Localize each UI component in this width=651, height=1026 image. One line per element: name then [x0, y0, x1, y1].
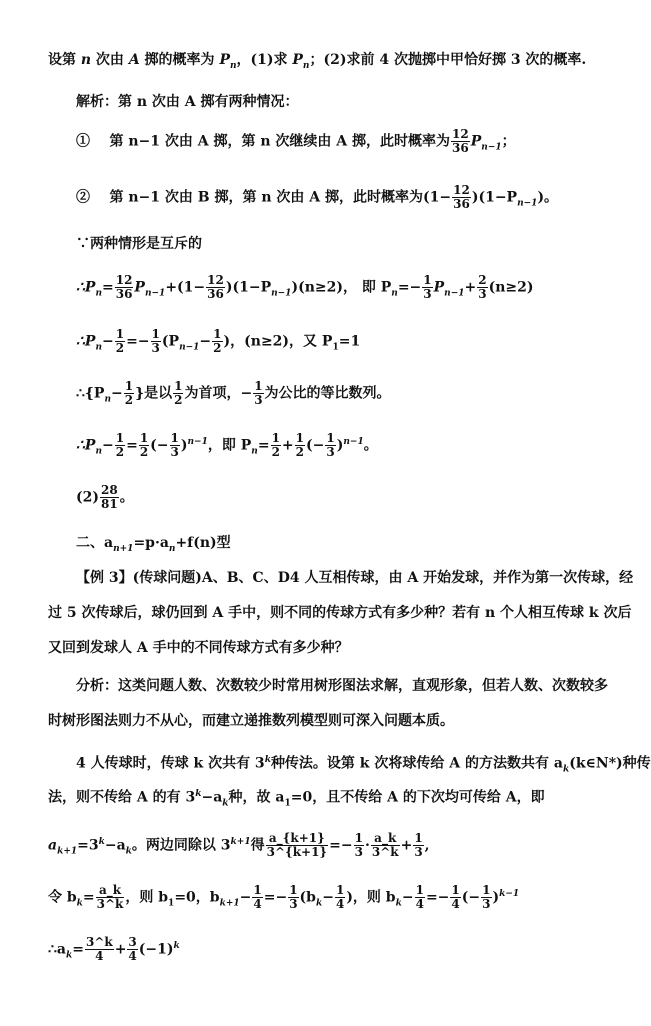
shifted-recurrence-line: [76, 328, 360, 357]
subscript: n−1: [179, 342, 200, 353]
fraction: $\frac{1}{2}$: [115, 327, 125, 355]
fraction: $\frac{1}{4}$: [451, 883, 460, 912]
text: P: [134, 279, 145, 296]
text: 法，则不传给 A 的有 3: [48, 789, 196, 806]
subscript: 1: [332, 342, 339, 353]
text: =: [126, 437, 138, 454]
text: =−: [263, 889, 288, 906]
text: n: [80, 52, 92, 68]
text: (−: [306, 437, 325, 454]
text: 掷的概率为: [139, 52, 220, 68]
fraction: $\frac{1}{3}$: [289, 883, 298, 912]
text: ，则 b: [125, 889, 169, 906]
fraction: $\frac{1}{3}$: [151, 327, 160, 355]
text: (k∈N*)种传: [569, 755, 651, 772]
fraction: $\frac{28}{81}$: [101, 483, 118, 511]
text: P: [292, 52, 303, 68]
text: 4 人传球时，传球 k 次共有 3: [76, 755, 265, 772]
text: =0，且不传给 A 的下次均可传给 A，即: [290, 789, 545, 806]
text: ，(1)求: [236, 52, 293, 68]
fraction: $\frac{1}{3}$: [423, 273, 432, 301]
text: 二、a: [76, 535, 114, 551]
subscript: 1: [284, 798, 291, 809]
subscript: n: [95, 342, 102, 353]
text: P: [219, 52, 230, 68]
text: +(1−: [165, 279, 206, 296]
text: =: [101, 279, 114, 296]
text: +: [281, 437, 294, 454]
subscript: n: [95, 446, 102, 457]
text: )(1−P: [225, 279, 272, 296]
fraction: $\frac{3\^{}k}{4}$: [85, 935, 113, 964]
fraction: $\frac{1}{2}$: [124, 379, 134, 407]
mutually-exclusive-line: [76, 234, 202, 254]
fraction: $\frac{12}{36}$: [115, 273, 133, 301]
fraction: $\frac{12}{36}$: [452, 127, 469, 155]
text: P: [470, 133, 482, 150]
problem-statement-line: [48, 50, 586, 76]
text: =−: [329, 837, 353, 854]
text: ；(2)求前 4 次抛掷中甲恰好掷 3 次的概率.: [309, 52, 587, 68]
fraction: $\frac{1}{4}$: [253, 883, 262, 912]
text: }是以: [135, 385, 173, 402]
subscript: n−1: [144, 288, 166, 299]
text: ): [492, 889, 500, 906]
text: −a: [104, 837, 126, 854]
text: )(n≥2)， 即 P: [291, 279, 392, 296]
text: ): [336, 437, 344, 454]
superscript: k: [173, 941, 180, 951]
fraction: $\frac{1}{2}$: [213, 327, 222, 355]
text: ): [180, 437, 188, 454]
closed-form-line: [76, 432, 378, 461]
text: (−1): [138, 941, 174, 958]
example-line: [48, 603, 631, 623]
superscript: k: [264, 755, 271, 765]
subscript: k: [222, 798, 229, 809]
text: 。: [119, 489, 134, 506]
text: 时树形图法则力不从心，而建立递推数列模型则可深入问题本质。: [48, 713, 454, 729]
text: 过 5 次传球后，球仍回到 A 手中，则不同的传球方式有多少种？若有 n 个人相互传球 k 次后: [48, 605, 632, 621]
text: 。: [363, 437, 378, 454]
text: (−: [461, 889, 481, 906]
text: 种，故 a: [228, 789, 285, 806]
subscript: n−1: [444, 288, 465, 299]
text: −: [322, 889, 334, 906]
solution-line: [76, 750, 651, 779]
text: 分析：这类问题人数、次数较少时常用树形图法求解，直观形象，但若人数、次数较多: [76, 678, 608, 694]
superscript: k+1: [230, 837, 251, 847]
text: −: [101, 333, 114, 350]
fraction: $\frac{1}{3}$: [354, 831, 363, 860]
text: ∴P: [76, 437, 96, 454]
superscript: k: [195, 789, 202, 799]
text: =−: [397, 279, 422, 296]
fraction: $\frac{1}{3}$: [170, 431, 179, 460]
solution-line: [48, 884, 519, 913]
text: (n≥2): [488, 279, 534, 296]
fraction: $\frac{2}{3}$: [478, 273, 487, 301]
text: ，即 P: [207, 437, 252, 454]
fraction: $\frac{1}{2}$: [174, 379, 183, 407]
subscript: n: [95, 288, 102, 299]
text: ∴a: [48, 941, 66, 958]
text: 又回到发球人 A 手中的不同传球方式有多少种？: [48, 640, 349, 656]
fraction: $\frac{1}{3}$: [482, 883, 491, 912]
case-one-line: [76, 128, 516, 157]
subscript: n: [251, 446, 258, 457]
text: ∴{P: [76, 385, 105, 402]
subscript: n−1: [271, 288, 292, 299]
text: 设第: [48, 52, 81, 68]
subscript: n: [104, 394, 111, 405]
text: P: [433, 279, 445, 296]
fraction: $\frac{1}{2}$: [271, 431, 280, 460]
subscript: k: [315, 898, 323, 909]
section-heading: [76, 533, 231, 559]
fraction: $\frac{1}{2}$: [295, 431, 305, 460]
superscript: k: [98, 837, 105, 847]
text: −a: [201, 789, 223, 806]
text: ,: [424, 837, 430, 854]
text: −: [101, 437, 114, 454]
case-two-line: [76, 184, 558, 213]
fraction: $\frac{1}{2}$: [139, 431, 149, 460]
fraction: $\frac{12}{36}$: [207, 273, 224, 301]
subscript: 1: [168, 898, 175, 909]
text: −: [239, 889, 252, 906]
fraction: $\frac{1}{4}$: [335, 883, 345, 912]
fraction: $\frac{1}{2}$: [115, 431, 125, 460]
circled-number: ②: [76, 189, 90, 206]
subscript: n−1: [517, 198, 538, 209]
subscript: k: [65, 950, 73, 961]
analysis-heading: [76, 92, 299, 112]
text: 。两边同除以 3: [131, 837, 231, 854]
subscript: n+1: [113, 543, 134, 554]
subscript: n: [391, 288, 398, 299]
subscript: n−1: [481, 142, 502, 153]
text: ；: [501, 133, 516, 150]
text: +: [464, 279, 477, 296]
superscript: n−1: [343, 437, 364, 447]
text: 种传法。设第 k 次将球传给 A 的方法数共有 a: [270, 755, 563, 772]
fraction: $\frac{1}{3}$: [326, 431, 335, 460]
text: =3: [77, 837, 99, 854]
text: )。: [537, 189, 559, 206]
subscript: k+1: [57, 846, 78, 857]
text: =−: [126, 333, 150, 350]
subscript: k: [395, 898, 402, 909]
text: 第 n−1 次由 A 掷，第 n 次继续由 A 掷，此时概率为: [109, 133, 451, 150]
text: 为公比的等比数列。: [264, 385, 391, 402]
text: =0，b: [174, 889, 220, 906]
circled-number: ①: [76, 133, 90, 150]
text: 次由: [91, 52, 129, 68]
geometric-sequence-line: [76, 380, 391, 409]
recurrence-line: [76, 274, 534, 303]
fraction: $\frac{1}{4}$: [415, 883, 424, 912]
fraction: $\frac{12}{36}$: [453, 183, 470, 211]
text: )(1−P: [471, 189, 518, 206]
text: 解析：第 n 次由 A 掷有两种情况：: [76, 94, 299, 110]
fraction: $\frac{1}{3}$: [414, 831, 423, 860]
subscript: k+1: [219, 898, 240, 909]
text: A: [128, 52, 140, 68]
text: 为首项，−: [184, 385, 253, 402]
fraction: $\frac{a\_\{k+1\}}{3\^{}\{k+1\}}$: [266, 831, 328, 860]
text: =: [72, 941, 84, 958]
subscript: n: [168, 543, 176, 554]
text: −: [199, 333, 212, 350]
example-line: [76, 568, 633, 588]
text: (P: [161, 333, 180, 350]
text: −: [110, 385, 123, 402]
text: =1: [338, 333, 361, 350]
text: ∵两种情形是互斥的: [76, 236, 202, 252]
text: =: [257, 437, 270, 454]
part-two-answer: [76, 484, 134, 511]
text: a: [48, 837, 58, 854]
fraction: $\frac{1}{3}$: [254, 379, 263, 407]
fraction: $\frac{3}{4}$: [128, 935, 137, 964]
fraction: $\frac{a\_k}{3\^{}k}$: [96, 883, 124, 912]
text: =p·a: [133, 535, 169, 551]
text: +f(n)型: [175, 535, 231, 551]
fraction: $\frac{a\_k}{3\^{}k}$: [371, 831, 399, 860]
solution-result-line: [48, 936, 180, 965]
text: (2): [76, 489, 99, 506]
text: (−: [150, 437, 169, 454]
text: ·: [364, 837, 370, 854]
subscript: k: [76, 898, 83, 909]
text: +: [400, 837, 413, 854]
text: 第 n−1 次由 B 掷，第 n 次由 A 掷，此时概率为(1−: [109, 189, 452, 206]
subscript: n: [229, 60, 237, 71]
text: 【例 3】(传球问题)A、B、C、D4 人互相传球，由 A 开始发球，并作为第一次传球，经: [76, 570, 634, 586]
text: 得: [250, 837, 265, 854]
solution-line: [48, 832, 430, 861]
subscript: n: [302, 60, 310, 71]
example-line: [48, 638, 349, 658]
text: )，(n≥2)，又 P: [223, 333, 333, 350]
analysis-line: [48, 711, 454, 731]
text: ∴P: [76, 333, 96, 350]
text: =: [82, 889, 95, 906]
subscript: k: [125, 846, 132, 857]
subscript: k: [562, 764, 570, 775]
text: +: [114, 941, 127, 958]
solution-line: [48, 784, 545, 813]
superscript: k−1: [499, 889, 520, 899]
text: (b: [299, 889, 316, 906]
text: =−: [425, 889, 450, 906]
text: 令 b: [48, 889, 77, 906]
text: −: [401, 889, 414, 906]
analysis-line: [76, 676, 608, 696]
text: )，则 b: [346, 889, 396, 906]
text: ∴P: [76, 279, 96, 296]
superscript: n−1: [187, 437, 208, 447]
